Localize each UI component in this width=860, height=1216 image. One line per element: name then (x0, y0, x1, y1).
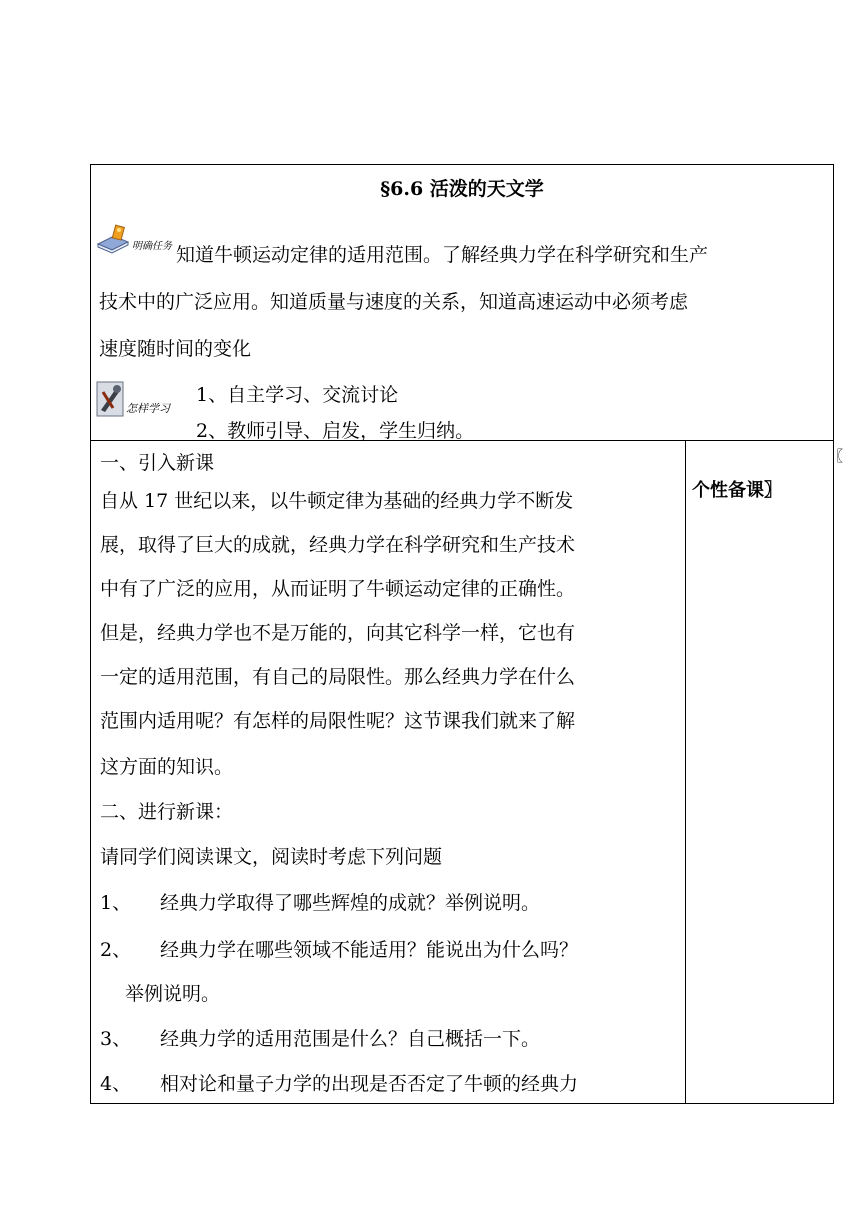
task-book-icon (96, 224, 130, 254)
task-line-1: 知道牛顿运动定律的适用范围。了解经典力学在科学研究和生产 (176, 244, 709, 266)
body-line: 一定的适用范围，有自己的局限性。那么经典力学在什么 (100, 666, 576, 688)
body-line: 这方面的知识。 (100, 756, 234, 778)
body-line: 展，取得了巨大的成就，经典力学在科学研究和生产技术 (100, 534, 576, 556)
body-line: 范围内适用呢？有怎样的局限性呢？这节课我们就来了解 (100, 710, 576, 732)
body-line: 自从 17 世纪以来，以牛顿定律为基础的经典力学不断发 (100, 490, 574, 512)
personal-lesson-prep-label: 个性备课〗 (692, 480, 782, 501)
section-heading-intro: 一、引入新课 (100, 452, 215, 474)
question-text: 经典力学在哪些领域不能适用？能说出为什么吗？ (160, 939, 579, 961)
task-line-2: 技术中的广泛应用。知道质量与速度的关系，知道高速运动中必须考虑 (99, 291, 689, 313)
body-line: 中有了广泛的应用，从而证明了牛顿运动定律的正确性。 (100, 578, 576, 600)
task-icon-label: 明确任务 (132, 241, 172, 252)
question-number: 4、 (100, 1073, 132, 1095)
question-text: 相对论和量子力学的出现是否否定了牛顿的经典力 (160, 1073, 579, 1095)
section-heading-new-lesson: 二、进行新课： (100, 801, 234, 823)
sidebar-divider (685, 440, 686, 1104)
body-line: 请同学们阅读课文，阅读时考虑下列问题 (100, 846, 443, 868)
question-text: 经典力学的适用范围是什么？自己概括一下。 (160, 1028, 541, 1050)
study-tools-icon (95, 380, 125, 418)
method-icon-label: 怎样学习 (126, 402, 170, 415)
page-title: §6.6 活泼的天文学 (380, 178, 544, 200)
task-line-3: 速度随时间的变化 (99, 338, 252, 360)
body-line: 但是，经典力学也不是万能的，向其它科学一样，它也有 (100, 622, 576, 644)
sidebar-bracket: 〖 (829, 449, 843, 465)
method-line-1: 1、自主学习、交流讨论 (196, 384, 399, 406)
question-number: 3、 (100, 1028, 132, 1050)
question-text: 经典力学取得了哪些辉煌的成就？举例说明。 (160, 892, 541, 914)
question-text: 举例说明。 (125, 983, 221, 1005)
question-number: 1、 (100, 892, 132, 914)
method-line-2: 2、教师引导、启发，学生归纳。 (196, 420, 475, 442)
question-number: 2、 (100, 939, 132, 961)
